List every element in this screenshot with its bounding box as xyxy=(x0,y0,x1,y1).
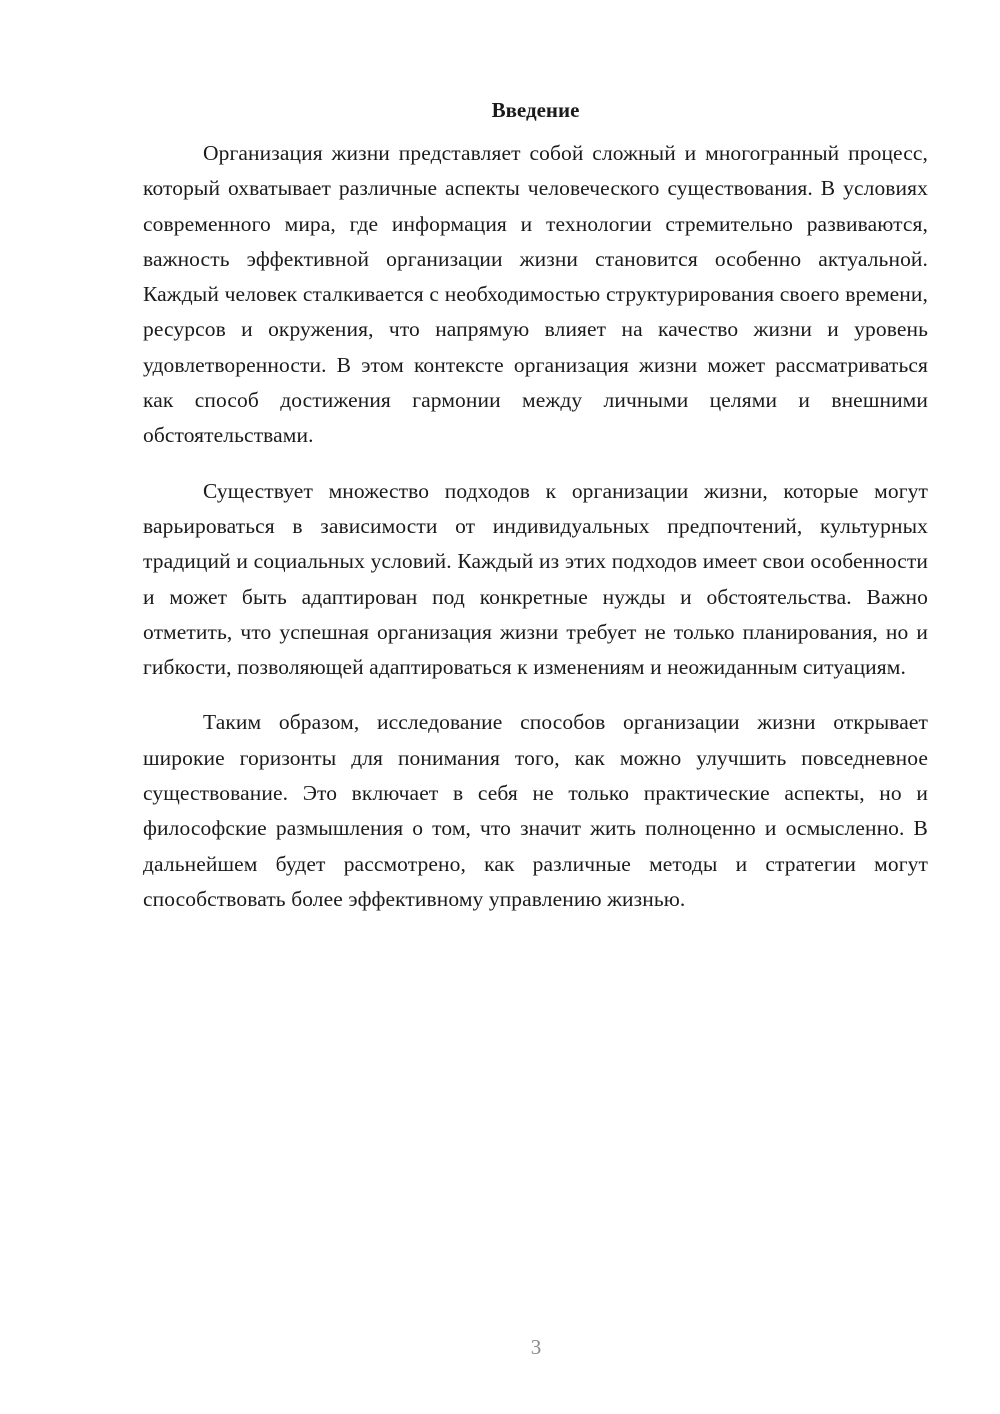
paragraph-intro: Организация жизни представляет собой сложный и многогранный процесс, который охватывает различные аспекты человеческого существования. В условиях современного мира, где информация и технологии стремительно развиваются, важность эффективной организации жизни становится особенно актуальной. Каждый человек сталкивается с необходимостью структурирования своего времени, ресурсов и окружения, что напрямую влияет на качество жизни и уровень удовлетворенности. В этом контексте организация жизни может рассматриваться как способ достижения гармонии между личными целями и внешними обстоятельствами. xyxy=(143,141,928,448)
paragraph-conclusion: Таким образом, исследование способов организации жизни открывает широкие горизонты для понимания того, как можно улучшить повседневное существование. Это включает в себя не только практические аспекты, но и философские размышления о том, что значит жить полноценно и осмысленно. В дальнейшем будет рассмотрено, как различные методы и стратегии могут способствовать более эффективному управлению жизнью. xyxy=(143,710,928,911)
paragraph-approaches: Существует множество подходов к организации жизни, которые могут варьироваться в зависимости от индивидуальных предпочтений, культурных традиций и социальных условий. Каждый из этих подходов имеет свои особенности и может быть адаптирован под конкретные нужды и обстоятельства. Важно отметить, что успешная организация жизни требует не только планирования, но и гибкости, позволяющей адаптироваться к изменениям и неожиданным ситуациям. xyxy=(143,478,928,680)
page-content xyxy=(143,92,928,937)
section-title: Введение xyxy=(491,98,580,122)
page-number: 3 xyxy=(530,1335,542,1359)
